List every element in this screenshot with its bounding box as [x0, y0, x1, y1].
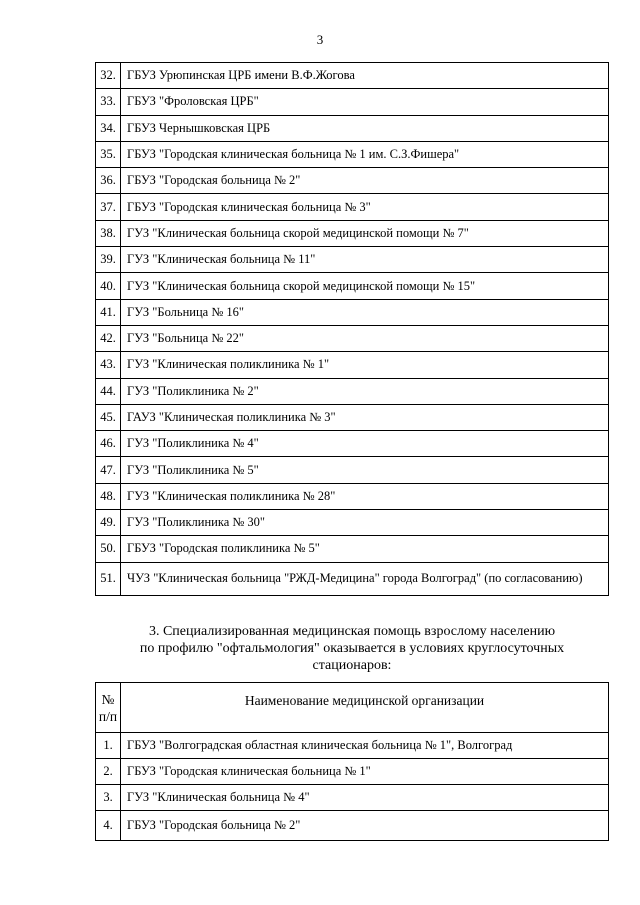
number-header-line: №: [101, 691, 115, 707]
organization-name: ГУЗ "Клиническая больница скорой медицинской помощи № 7": [121, 220, 609, 246]
row-number: 47.: [96, 457, 121, 483]
table-row: [96, 220, 609, 246]
organization-name: ГАУЗ "Клиническая поликлиника № 3": [121, 404, 609, 430]
section-heading-line: стационаров:: [312, 658, 392, 673]
row-number: 37.: [96, 194, 121, 220]
organization-name: ГБУЗ Чернышковская ЦРБ: [121, 115, 609, 141]
organization-name: ГУЗ "Клиническая поликлиника № 1": [121, 352, 609, 378]
table-row: [96, 536, 609, 562]
section-heading-line: 3. Специализированная медицинская помощь взрослому населению: [148, 624, 556, 639]
row-number: 36.: [96, 168, 121, 194]
organization-name: ГУЗ "Поликлиника № 30": [121, 510, 609, 536]
table-row: [96, 63, 609, 89]
organization-name: ГБУЗ "Городская клиническая больница № 1 им. С.З.Фишера": [121, 141, 609, 167]
row-number: 51.: [96, 562, 121, 595]
row-number: 50.: [96, 536, 121, 562]
section-heading: [95, 623, 609, 674]
table-row: [96, 378, 609, 404]
organization-name: ГБУЗ "Городская больница № 2": [121, 811, 609, 841]
row-number: 44.: [96, 378, 121, 404]
table-row: [96, 168, 609, 194]
section-heading-line: по профилю "офтальмология" оказывается в условиях круглосуточных: [139, 641, 565, 656]
organization-name: ГБУЗ "Городская клиническая больница № 1": [121, 759, 609, 785]
organization-name: ГБУЗ Урюпинская ЦРБ имени В.Ф.Жогова: [121, 63, 609, 89]
table-row: [96, 273, 609, 299]
table-row: [96, 785, 609, 811]
table-row: [96, 299, 609, 325]
organization-name: ГУЗ "Клиническая поликлиника № 28": [121, 483, 609, 509]
organization-name: ГБУЗ "Городская больница № 2": [121, 168, 609, 194]
name-column-header: Наименование медицинской организации: [121, 683, 609, 733]
row-number: 39.: [96, 247, 121, 273]
organization-name: ГБУЗ "Фроловская ЦРБ": [121, 89, 609, 115]
row-number: 46.: [96, 431, 121, 457]
table-row: [96, 352, 609, 378]
table-header-row: [96, 683, 609, 733]
organization-name: ГУЗ "Клиническая больница скорой медицинской помощи № 15": [121, 273, 609, 299]
ophthalmology-organizations-table: [95, 682, 609, 841]
organization-name: ГУЗ "Поликлиника № 5": [121, 457, 609, 483]
row-number: 49.: [96, 510, 121, 536]
table-row: [96, 89, 609, 115]
organization-name: ЧУЗ "Клиническая больница "РЖД-Медицина" города Волгоград" (по согласованию): [121, 562, 609, 595]
organization-name: ГБУЗ "Волгоградская областная клиническая больница № 1", Волгоград: [121, 733, 609, 759]
organization-name: ГУЗ "Больница № 16": [121, 299, 609, 325]
table-row: [96, 115, 609, 141]
row-number: 35.: [96, 141, 121, 167]
organization-name: ГУЗ "Поликлиника № 2": [121, 378, 609, 404]
row-number: 38.: [96, 220, 121, 246]
table-row: [96, 510, 609, 536]
table-row: [96, 247, 609, 273]
row-number: 48.: [96, 483, 121, 509]
row-number: 42.: [96, 325, 121, 351]
table-row: [96, 562, 609, 595]
row-number: 32.: [96, 63, 121, 89]
table-row: [96, 811, 609, 841]
organization-name: ГУЗ "Поликлиника № 4": [121, 431, 609, 457]
row-number: 45.: [96, 404, 121, 430]
table-row: [96, 457, 609, 483]
number-column-header: [96, 683, 121, 733]
row-number: 43.: [96, 352, 121, 378]
row-number: 4.: [96, 811, 121, 841]
table-row: [96, 404, 609, 430]
table-row: [96, 733, 609, 759]
organization-name: ГУЗ "Клиническая больница № 11": [121, 247, 609, 273]
row-number: 40.: [96, 273, 121, 299]
row-number: 1.: [96, 733, 121, 759]
table-row: [96, 141, 609, 167]
table-row: [96, 431, 609, 457]
organization-name: ГБУЗ "Городская поликлиника № 5": [121, 536, 609, 562]
number-header-line: п/п: [98, 708, 118, 724]
organization-name: ГУЗ "Больница № 22": [121, 325, 609, 351]
row-number: 3.: [96, 785, 121, 811]
organizations-table-top: [95, 62, 609, 596]
organization-name: ГУЗ "Клиническая больница № 4": [121, 785, 609, 811]
table-row: [96, 194, 609, 220]
table-row: [96, 759, 609, 785]
table-row: [96, 483, 609, 509]
row-number: 33.: [96, 89, 121, 115]
table-row: [96, 325, 609, 351]
row-number: 2.: [96, 759, 121, 785]
page-number: 3: [316, 32, 324, 47]
row-number: 34.: [96, 115, 121, 141]
organization-name: ГБУЗ "Городская клиническая больница № 3": [121, 194, 609, 220]
row-number: 41.: [96, 299, 121, 325]
